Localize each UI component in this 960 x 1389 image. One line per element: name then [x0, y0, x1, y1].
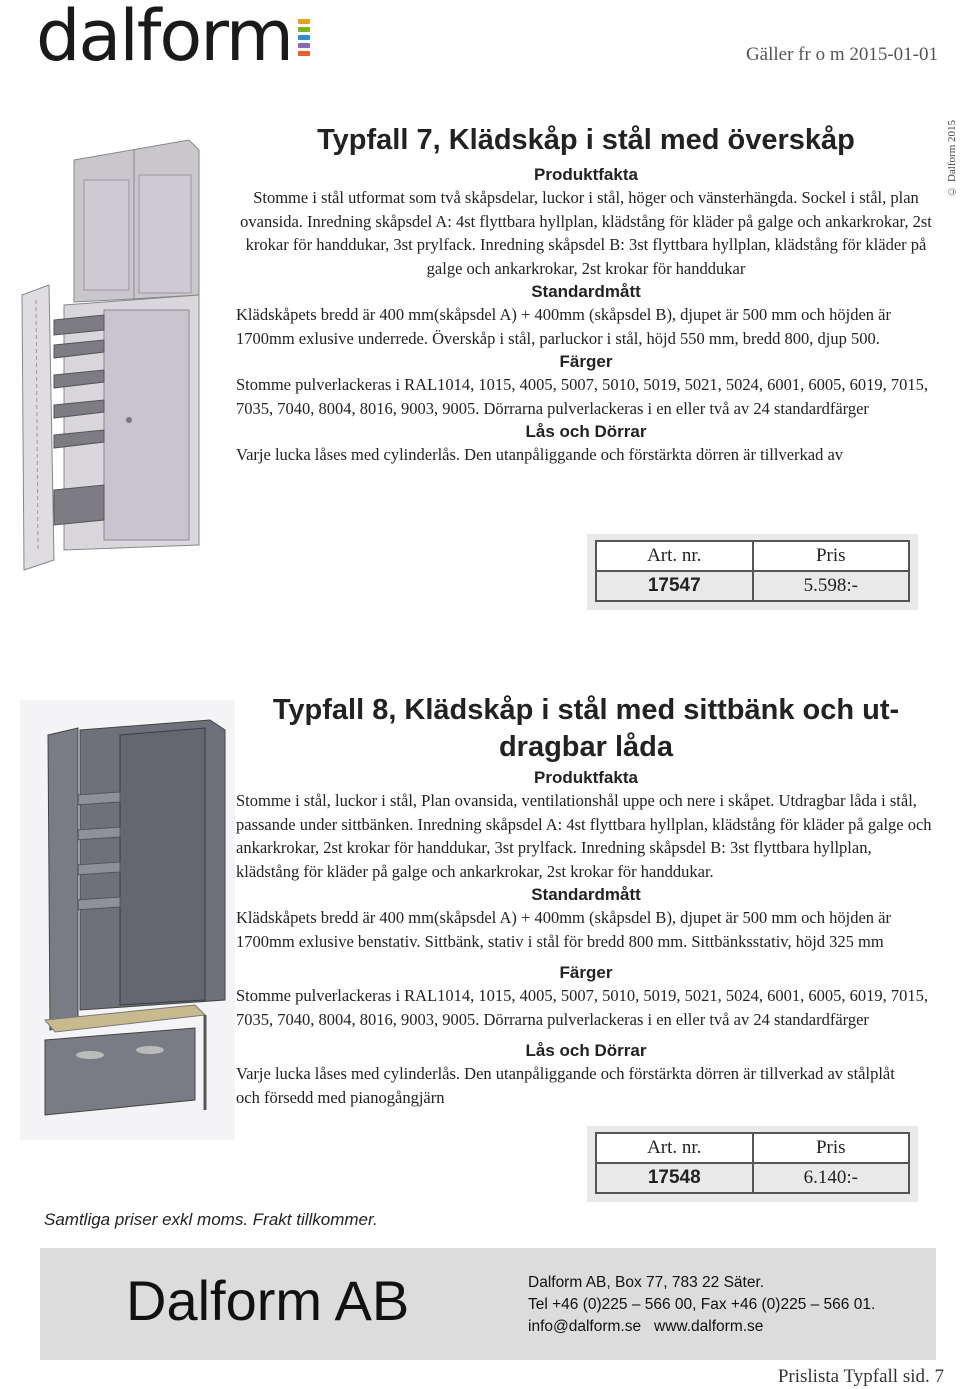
art-no-label: Art. nr. [596, 1133, 753, 1163]
footer-contact [528, 1272, 875, 1338]
price-value: 6.140:- [753, 1163, 910, 1193]
case-7-facts-heading: Produktfakta [534, 165, 638, 184]
case-8-size-text: Klädskåpets bredd är 400 mm(skåpsdel A) + 400mm (skåpsdel B), djupet är 500 mm och höjden är 1700mm exlusive benstativ. Sittbänk, stativ i stål för bredd 800 mm. Sittbänksstativ, höjd 325 mm [236, 908, 891, 951]
case-8-section [236, 692, 936, 1109]
case-7-color-heading: Färger [559, 352, 613, 371]
footer-phone: Tel +46 (0)225 – 566 00, Fax +46 (0)225 – 566 01. [528, 1296, 876, 1313]
art-no-value: 17547 [596, 571, 753, 601]
case-7-lock-text: Varje lucka låses med cylinderlås. Den utanpåliggande och förstärkta dörren är tillverkad av [236, 445, 844, 464]
dalform-logo [36, 0, 310, 77]
case-7-size-text: Klädskåpets bredd är 400 mm(skåpsdel A) + 400mm (skåpsdel B), djupet är 500 mm och höjden är 1700mm exlusive underrede. Överskåp i stål, parluckor i stål, höjd 550 mm, bredd 800, djup 500. [236, 305, 891, 348]
price-label: Pris [753, 1133, 910, 1163]
logo-bar [298, 27, 310, 32]
cabinet-with-bench-image [20, 700, 235, 1140]
case-7-facts-text: Stomme i stål utformat som två skåpsdelar, luckor i stål, höger och vänsterhängda. Sockel i stål, plan ovansida. Inredning skåpsdel A: 4st flyttbara hyllplan, klädstång för kläder på galge och ankarkrokar, 2st krokar för handdukar, 3st prylfack. Inredning skåpsdel B: 3st flyttbara hyllplan, klädstång för kläder på galge och ankarkrokar, 2st krokar för handdukar [240, 188, 932, 278]
logo-bar [298, 51, 310, 56]
art-no-value: 17548 [596, 1163, 753, 1193]
case-8-title-line-2: dragbar låda [498, 731, 674, 763]
price-value: 5.598:- [753, 571, 910, 601]
case-7-title: Typfall 7, Klädskåp i stål med överskåp [317, 124, 855, 156]
case-7-price-table [595, 540, 910, 602]
case-8-facts-heading: Produktfakta [534, 768, 638, 787]
copyright-notice: © Dalform 2015 [946, 120, 958, 197]
logo-text: dalform [36, 0, 292, 77]
case-7-color-text: Stomme pulverlackeras i RAL1014, 1015, 4005, 5007, 5010, 5019, 5021, 5024, 6001, 6005, 6019, 7015, 7035, 7040, 8004, 8016, 9003, 9005. Dörrarna pulverlackeras i en eller två av 24 standardfärger [236, 375, 929, 418]
logo-bar [298, 43, 310, 48]
price-disclaimer: Samtliga priser exkl moms. Frakt tillkommer. [44, 1210, 378, 1229]
case-8-lock-heading: Lås och Dörrar [525, 1041, 647, 1060]
art-no-label: Art. nr. [596, 541, 753, 571]
valid-from: Gäller fr o m 2015-01-01 [745, 44, 938, 65]
footer-web-link[interactable]: www.dalform.se [654, 1318, 764, 1335]
case-8-size-heading: Standardmått [531, 885, 641, 904]
page-label: Prislista Typfall sid. 7 [777, 1366, 944, 1387]
case-7-size-heading: Standardmått [531, 282, 641, 301]
cabinet-with-top-cabinet-image [14, 120, 224, 580]
case-8-facts-text: Stomme i stål, luckor i stål, Plan ovansida, ventilationshål uppe och nere i skåpet. Utdragbar låda i stål, passande under sittbänken. Inredning skåpsdel A: 4st flyttbara hyllplan, klädstång för kläder på galge och ankarkrokar, 2st krokar för handdukar, 3st prylfack. Inredning skåpsdel B: 3st flyttbara hyllplan, klädstång för kläder på galge och ankarkrokar, 2st krokar för handdukar. [236, 791, 932, 881]
case-8-lock-text: Varje lucka låses med cylinderlås. Den utanpåliggande och förstärkta dörren är tillverkad av stålplåt och försedd med pianogångjärn [236, 1064, 895, 1107]
case-8-price-table [595, 1132, 910, 1194]
logo-color-bars [298, 19, 310, 56]
case-8-color-text: Stomme pulverlackeras i RAL1014, 1015, 4005, 5007, 5010, 5019, 5021, 5024, 6001, 6005, 6019, 7015, 7035, 7040, 8004, 8016, 9003, 9005. Dörrarna pulverlackeras i en eller två av 24 standardfärger [236, 986, 929, 1029]
case-8-title-line-1: Typfall 8, Klädskåp i stål med sittbänk och ut- [272, 694, 900, 726]
case-8-color-heading: Färger [559, 963, 613, 982]
case-7-lock-heading: Lås och Dörrar [525, 422, 647, 441]
price-label: Pris [753, 541, 910, 571]
footer-address: Dalform AB, Box 77, 783 22 Säter. [528, 1274, 765, 1291]
logo-bar [298, 35, 310, 40]
footer-company-name: Dalform AB [126, 1269, 410, 1332]
footer-box [40, 1248, 936, 1360]
footer-email-link[interactable]: info@dalform.se [528, 1318, 642, 1335]
case-7-section [236, 122, 936, 467]
logo-bar [298, 19, 310, 24]
